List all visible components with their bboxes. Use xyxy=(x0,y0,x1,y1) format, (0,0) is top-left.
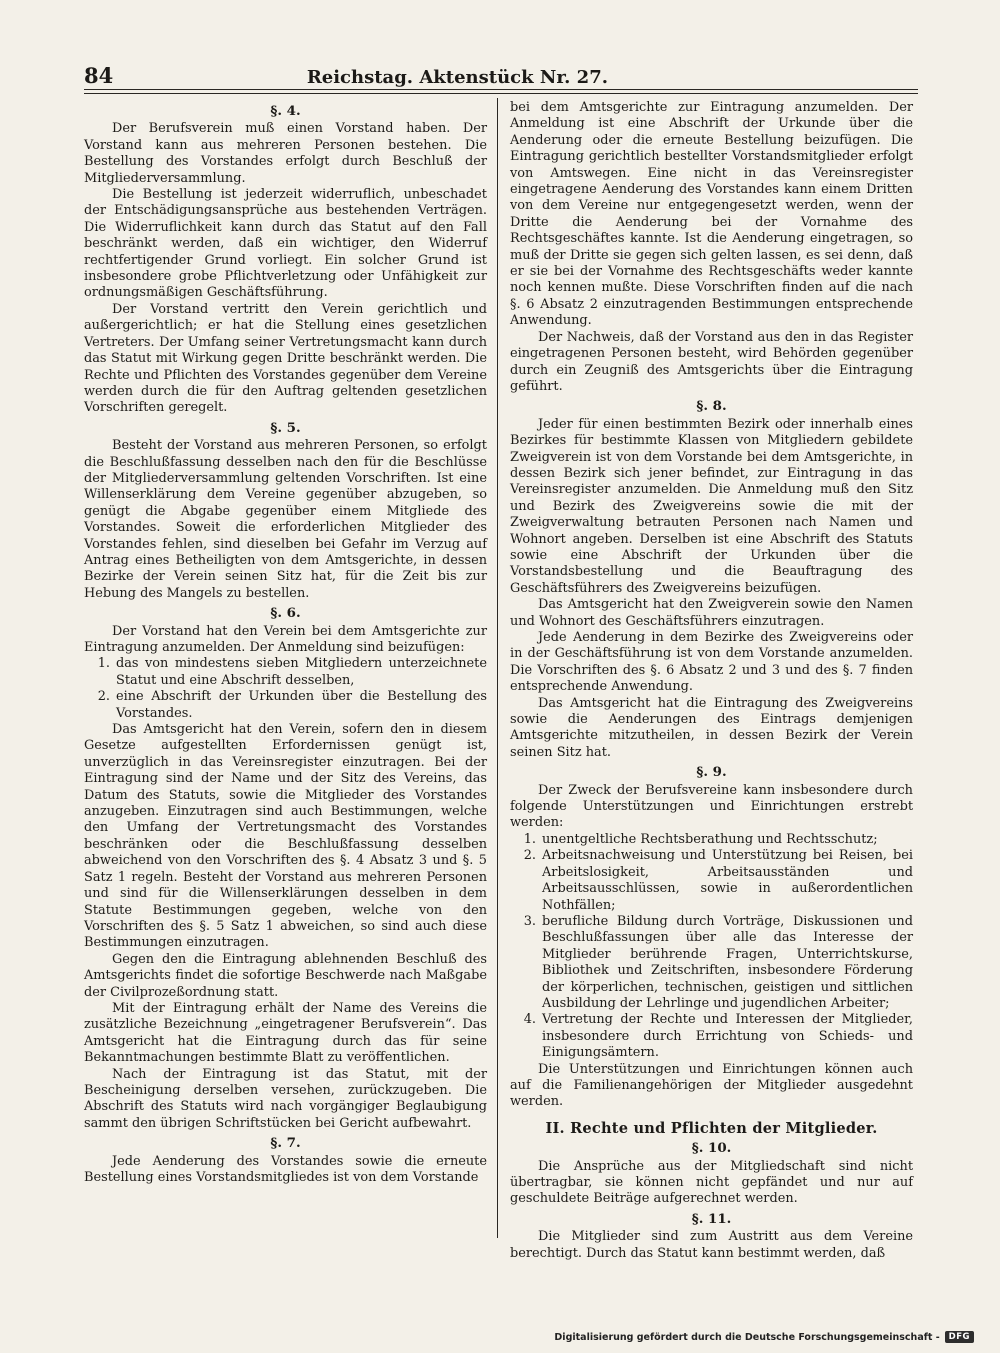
paragraph: Das Amtsgericht hat den Verein, sofern den in diesem Gesetze aufgestellten Erfordernissen genügt ist, unverzüglich in das Vereinsregister einzutragen. Bei der Eintragung sind der Name und der Sitz des Vereins, das Datum des Statuts, sowie die Mitglieder des Vorstandes anzugeben. Einzutragen sind auch Bestimmungen, welche den Umfang der Vertretungsmacht des Vorstandes beschränken oder die Beschlußfassung desselben abweichend von den Vorschriften des §. 4 Absatz 3 und §. 5 Satz 1 regeln. Besteht der Vorstand aus mehreren Personen und sind für die Willenserklärungen desselben in dem Statute Bestimmungen gegeben, welche von den Vorschriften des §. 5 Satz 1 abweichen, so sind auch diese Bestimmungen einzutragen. xyxy=(84,722,487,951)
paragraph: Nach der Eintragung ist das Statut, mit der Bescheinigung derselben versehen, zurückzugeben. Die Abschrift des Statuts wird nach vorgängiger Beglaubigung sammt den übrigen Schriftstücken bei Gericht aufbewahrt. xyxy=(84,1066,487,1131)
paragraph: Die Unterstützungen und Einrichtungen können auch auf die Familienangehörigen der Mitglieder ausgedehnt werden. xyxy=(510,1061,913,1110)
list-number: 3. xyxy=(523,913,536,929)
paragraph: Jede Aenderung in dem Bezirke des Zweigvereins oder in der Geschäftsführung ist von dem Vorstande anzumelden. Die Vorschriften des §. 6 Absatz 2 und 3 und des §. 7 finden entsprechende Anwendung. xyxy=(510,630,913,695)
dfg-logo-icon: DFG xyxy=(945,1331,974,1343)
list-number: 2. xyxy=(97,689,110,705)
left-column xyxy=(84,100,487,1186)
paragraph: Die Ansprüche aus der Mitgliedschaft sind nicht übertragbar, sie können nicht gepfändet und nur auf geschuldete Beiträge aufgerechnet werden. xyxy=(510,1158,913,1207)
list-text: das von mindestens sieben Mitgliedern unterzeichnete Statut und eine Abschrift desselben, xyxy=(116,656,487,688)
list-item xyxy=(84,689,487,722)
list-item xyxy=(510,848,913,914)
list-text: berufliche Bildung durch Vorträge, Diskussionen und Beschlußfassungen über alle das Interesse der Mitglieder berührende Fragen, Unterrichtskurse, Bibliothek und Zeitschriften, insbesondere Förderung der körperlichen, technischen, geistigen und sittlichen Ausbildung der Lehrlinge und jugendlichen Arbeiter; xyxy=(542,913,913,1011)
paragraph: Gegen den die Eintragung ablehnenden Beschluß des Amtsgerichts findet die sofortige Beschwerde nach Maßgabe der Civilprozeßordnung statt. xyxy=(84,951,487,1000)
header-rule xyxy=(84,89,918,90)
list-item xyxy=(510,832,913,848)
paragraph: Besteht der Vorstand aus mehreren Personen, so erfolgt die Beschlußfassung desselben nach den für die Beschlüsse der Mitgliederversammlung geltenden Vorschriften. Ist eine Willenserklärung dem Vereine gegenüber abzugeben, so genügt die Abgabe gegenüber einem Mitgliede des Vorstandes. Soweit die erforderlichen Mitglieder des Vorstandes fehlen, sind dieselben bei Gefahr im Verzug auf Antrag eines Betheiligten von dem Amtsgerichte, in dessen Bezirke der Verein seinen Sitz hat, für die Zeit bis zur Hebung des Mangels zu bestellen. xyxy=(84,438,487,601)
list-item xyxy=(84,656,487,689)
list-item xyxy=(510,914,913,1012)
numbered-list xyxy=(510,832,913,1062)
paragraph: Mit der Eintragung erhält der Name des Vereins die zusätzliche Bezeichnung „eingetragener Berufsverein“. Das Amtsgericht hat die Eintragung durch das für seine Bekanntmachungen bestimmte Blatt zu veröffentlichen. xyxy=(84,1000,487,1066)
section-heading: §. 11. xyxy=(691,1210,732,1227)
paragraph: Der Nachweis, daß der Vorstand aus den in das Register eingetragenen Personen besteht, wird Behörden gegenüber durch ein Zeugniß des Amtsgerichts über die Eintragung geführt. xyxy=(510,329,913,394)
numbered-list xyxy=(84,656,487,722)
section-heading: §. 4. xyxy=(270,103,301,119)
list-number: 1. xyxy=(97,656,110,672)
paragraph: Der Zweck der Berufsvereine kann insbesondere durch folgende Unterstützungen und Einrichtungen erstrebt werden: xyxy=(510,782,913,831)
paragraph: Die Bestellung ist jederzeit widerruflich, unbeschadet der Entschädigungsansprüche aus bestehenden Verträgen. Die Widerruflichkeit kann durch das Statut auf den Fall beschränkt werden, daß ein wichtiger, den Widerruf rechtfertigender Grund vorliegt. Ein solcher Grund ist insbesondere grobe Pflichtverletzung oder Unfähigkeit zur ordnungsmäßigen Geschäftsführung. xyxy=(84,187,487,301)
paragraph: Jede Aenderung des Vorstandes sowie die erneute Bestellung eines Vorstandsmitgliedes ist von dem Vorstande xyxy=(84,1153,487,1185)
section-heading: §. 10. xyxy=(691,1140,732,1157)
paragraph: bei dem Amtsgerichte zur Eintragung anzumelden. Der Anmeldung ist eine Abschrift der Urkunde über die Aenderung oder die erneute Bestellung beizufügen. Die Eintragung gerichtlich bestellter Vorstandsmitglieder erfolgt von Amtswegen. Eine nicht in das Vereinsregister eingetragene Aenderung des Vorstandes kann einem Dritten von dem Vereine nur entgegengesetzt werden, wenn der Dritte die Aenderung bei der Vornahme des Rechtsgeschäftes kannte. Ist die Aenderung eingetragen, so muß der Dritte sie gegen sich gelten lassen, es sei denn, daß er sie bei der Vornahme des Rechtsgeschäfts weder kannte noch kennen mußte. Diese Vorschriften finden auf die nach §. 6 Absatz 2 einzutragenden Bestimmungen entsprechende Anwendung. xyxy=(510,100,913,329)
footer-text: Digitalisierung gefördert durch die Deutsche Forschungsgemeinschaft - xyxy=(554,1331,940,1343)
section-heading: §. 7. xyxy=(270,1135,301,1152)
paragraph: Die Mitglieder sind zum Austritt aus dem Vereine berechtigt. Durch das Statut kann bestimmt werden, daß xyxy=(510,1229,913,1261)
paragraph: Der Berufsverein muß einen Vorstand haben. Der Vorstand kann aus mehreren Personen bestehen. Die Bestellung des Vorstandes erfolgt durch Beschluß der Mitgliederversammlung. xyxy=(84,121,487,186)
list-number: 2. xyxy=(523,848,536,864)
page-number: 84 xyxy=(84,63,114,88)
section-heading: §. 8. xyxy=(696,398,727,415)
paragraph: Der Vorstand vertritt den Verein gerichtlich und außergerichtlich; er hat die Stellung eines gesetzlichen Vertreters. Der Umfang seiner Vertretungsmacht kann durch das Statut mit Wirkung gegen Dritte beschränkt werden. Die Rechte und Pflichten des Vorstandes gegenüber dem Vereine werden durch die für den Auftrag geltenden gesetzlichen Vorschriften geregelt. xyxy=(84,301,487,416)
list-text: eine Abschrift der Urkunden über die Bestellung des Vorstandes. xyxy=(116,689,487,721)
list-item xyxy=(510,1012,913,1061)
header-rule-thin xyxy=(84,93,918,94)
list-text: Arbeitsnachweisung und Unterstützung bei Reisen, bei Arbeitslosigkeit, Arbeitsausständen und Arbeitsausschlüssen, sowie in außerordentlichen Nothfällen; xyxy=(542,848,913,913)
paragraph: Der Vorstand hat den Verein bei dem Amtsgerichte zur Eintragung anzumelden. Der Anmeldung sind beizufügen: xyxy=(84,623,487,655)
chapter-heading: II. Rechte und Pflichten der Mitglieder. xyxy=(545,1119,878,1137)
running-title: Reichstag. Aktenstück Nr. 27. xyxy=(306,67,608,88)
list-number: 1. xyxy=(523,831,536,847)
paragraph: Das Amtsgericht hat die Eintragung des Zweigvereins sowie die Aenderungen des Eintrags demjenigen Amtsgerichte mitzutheilen, in dessen Bezirk der Verein seinen Sitz hat. xyxy=(510,695,913,760)
section-heading: §. 6. xyxy=(270,605,301,622)
section-heading: §. 5. xyxy=(270,419,301,436)
digitization-footer xyxy=(554,1331,974,1343)
list-text: unentgeltliche Rechtsberathung und Rechtsschutz; xyxy=(542,831,878,847)
list-text: Vertretung der Rechte und Interessen der Mitglieder, insbesondere durch Errichtung von Schieds- und Einigungsämtern. xyxy=(542,1012,913,1061)
paragraph: Das Amtsgericht hat den Zweigverein sowie den Namen und Wohnort des Geschäftsführers einzutragen. xyxy=(510,597,913,629)
section-heading: §. 9. xyxy=(696,764,727,781)
list-number: 4. xyxy=(523,1012,536,1028)
column-divider xyxy=(497,98,498,1238)
paragraph: Jeder für einen bestimmten Bezirk oder innerhalb eines Bezirkes für bestimmte Klassen von Mitgliedern gebildete Zweigverein ist von dem Vorstande bei dem Amtsgerichte, in dessen Bezirk sich jener befindet, zur Eintragung in das Vereinsregister anzumelden. Die Anmeldung muß den Sitz und Bezirk des Zweigvereins sowie die mit der Zweigverwaltung betrauten Personen nach Namen und Wohnort angeben. Derselben ist eine Abschrift des Statuts sowie eine Abschrift der Urkunden über die Vorstandsbestellung und die Beauftragung des Geschäftsführers des Zweigvereins beizufügen. xyxy=(510,416,913,596)
right-column xyxy=(510,100,913,1262)
page-header xyxy=(84,58,918,88)
